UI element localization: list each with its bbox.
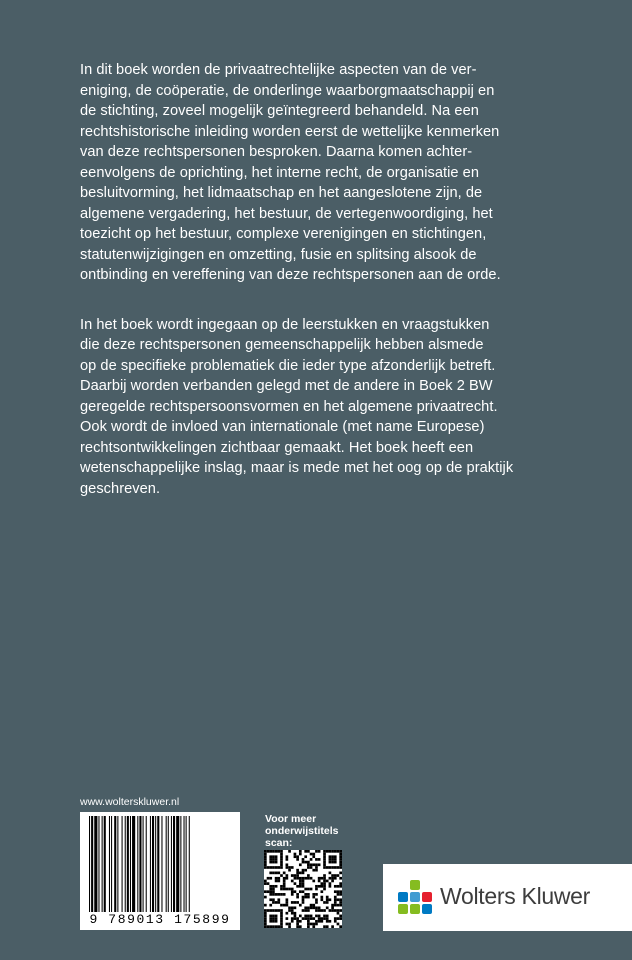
back-cover-blurb xyxy=(80,60,520,528)
isbn-barcode xyxy=(80,812,240,930)
isbn-number: 9 789013 175899 xyxy=(89,912,231,927)
brand-name: Wolters Kluwer xyxy=(440,883,591,909)
blurb-paragraph-1: In dit boek worden de privaatrechtelijke aspecten van de ver- eniging, de coöperatie, de onderlinge waarborgmaatschappij en de stichting, zoveel mogelijk geïntegreerd behandeld. Na een rechtshistorische inleiding worden eerst de wettelijke kenmerken van deze rechtspersonen besproken. Daarna komen achter- eenvolgens de oprichting, het interne recht, de organisatie en besluitvorming, het lidmaatschap en het aangeslotene zijn, de algemene vergadering, het bestuur, de vertegenwoordiging, het toezicht op het bestuur, complexe verenigingen en stichtingen, statutenwijzigingen en omzetting, fusie en splitsing alsook de ontbinding en vereffening van deze rechtspersonen aan de orde. xyxy=(80,62,501,283)
barcode-icon xyxy=(89,816,231,912)
blurb-paragraph-2: In het boek wordt ingegaan op de leerstukken en vraagstukken die deze rechtspersonen gemeenschappelijk hebben alsmede op de specifieke problematiek die ieder type afzonderlijk betreft. Daarbij worden verbanden gelegd met de andere in Boek 2 BW geregelde rechtspersoonsvormen en het algemene privaatrecht. Ook wordt de invloed van internationale (met name Europese) rechtsontwikkelingen zichtbaar gemaakt. Het boek heeft een wetenschappelijke inslag, maar is mede met het oog op de praktijk geschreven. xyxy=(80,316,514,497)
wolters-kluwer-logo-icon xyxy=(397,879,433,915)
publisher-brand xyxy=(383,864,632,931)
publisher-website[interactable]: www.wolterskluwer.nl xyxy=(80,796,180,808)
qr-code-icon[interactable] xyxy=(264,850,342,928)
scan-prompt: Voor meer onderwijstitels scan: xyxy=(265,813,339,849)
